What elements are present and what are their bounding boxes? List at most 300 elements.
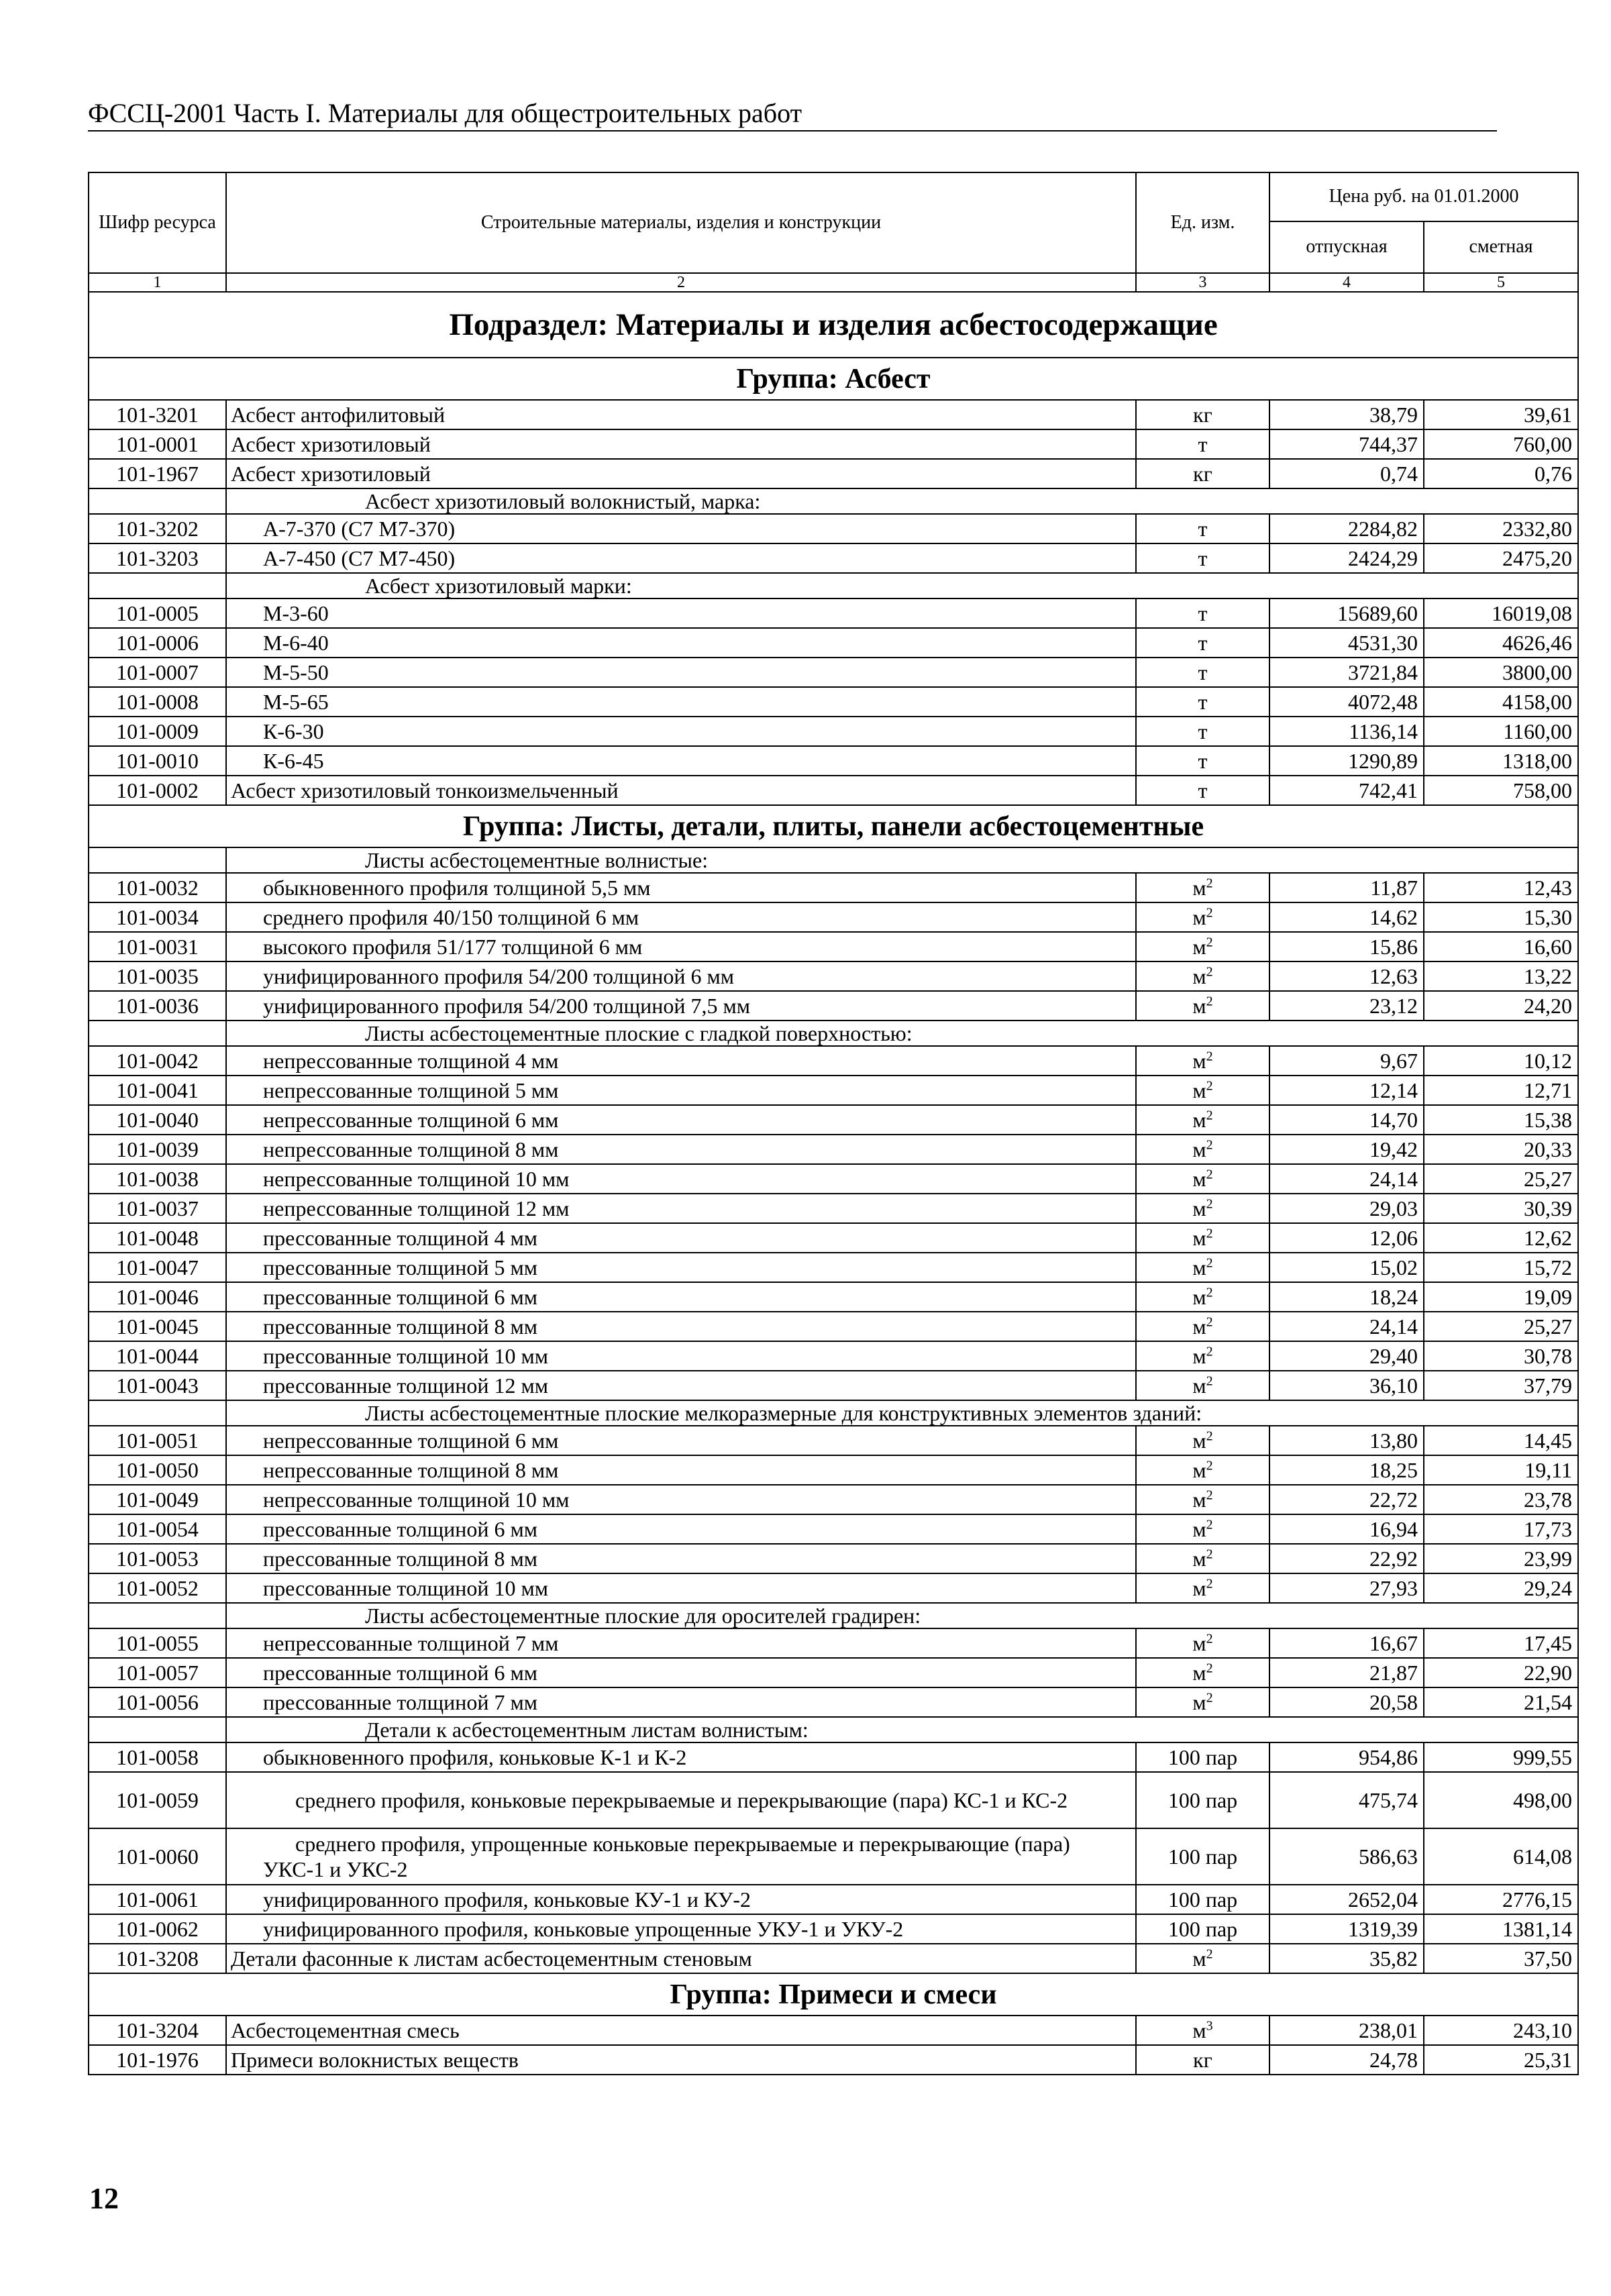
resource-code-text: 101-0060 — [116, 1844, 199, 1869]
resource-code-text: 101-0054 — [116, 1517, 199, 1541]
unit-of-measure-text: т — [1198, 517, 1208, 541]
estimate-price-text: 4626,46 — [1502, 631, 1573, 655]
release-price — [1269, 776, 1424, 805]
row-caption: Листы асбестоцементные волнистые: — [226, 847, 1578, 873]
table-row — [89, 1828, 1578, 1885]
resource-code — [89, 658, 226, 687]
resource-code-text: 101-0038 — [116, 1167, 199, 1191]
release-price-text: 22,92 — [1369, 1547, 1418, 1571]
resource-code — [89, 1135, 226, 1164]
estimate-price-text: 1381,14 — [1502, 1917, 1573, 1941]
estimate-price-text: 24,20 — [1524, 994, 1573, 1018]
release-price-text: 16,94 — [1369, 1517, 1418, 1541]
estimate-price — [1424, 1135, 1578, 1164]
table-row — [89, 1223, 1578, 1253]
estimate-price-text: 760,00 — [1513, 432, 1573, 456]
unit-of-measure-text: м — [1192, 935, 1206, 959]
table-row — [89, 776, 1578, 805]
unit-of-measure-text: м — [1192, 1078, 1206, 1102]
resource-code-text: 101-0053 — [116, 1547, 199, 1571]
release-price-text: 38,79 — [1369, 403, 1418, 427]
estimate-price-text: 25,31 — [1524, 2048, 1573, 2072]
unit-of-measure — [1136, 658, 1269, 687]
material-name-text: А-7-370 (С7 М7-370) — [263, 517, 456, 541]
resource-code-text: 101-0032 — [116, 876, 199, 900]
column-number: 2 — [226, 273, 1136, 292]
resource-code — [89, 514, 226, 543]
release-price-text: 2652,04 — [1348, 1887, 1418, 1912]
resource-code — [89, 902, 226, 932]
unit-exponent: 2 — [1206, 1344, 1213, 1359]
resource-code-text: 101-1967 — [116, 462, 199, 486]
material-name — [226, 932, 1136, 961]
material-name — [226, 1371, 1136, 1400]
release-price — [1269, 932, 1424, 961]
material-name — [226, 1885, 1136, 1914]
resource-code — [89, 598, 226, 628]
estimate-price — [1424, 991, 1578, 1021]
estimate-price-text: 19,11 — [1524, 1458, 1573, 1482]
unit-of-measure — [1136, 459, 1269, 488]
unit-of-measure-text: 100 пар — [1167, 1917, 1238, 1941]
material-name — [226, 1687, 1136, 1717]
resource-code — [89, 1046, 226, 1076]
unit-of-measure — [1136, 687, 1269, 717]
resource-code-text: 101-0034 — [116, 905, 199, 929]
unit-of-measure — [1136, 2016, 1269, 2045]
unit-of-measure-text: м — [1192, 1167, 1206, 1191]
material-name-text: непрессованные толщиной 10 мм — [263, 1488, 570, 1512]
resource-code-text: 101-0042 — [116, 1049, 199, 1073]
estimate-price-text: 23,99 — [1524, 1547, 1573, 1571]
estimate-price-text: 22,90 — [1524, 1661, 1573, 1685]
resource-code-text: 101-3202 — [116, 517, 199, 541]
release-price-text: 20,58 — [1369, 1690, 1418, 1714]
group-heading: Группа: Асбест — [89, 358, 1578, 400]
material-name — [226, 1223, 1136, 1253]
unit-of-measure-text: м — [1192, 1517, 1206, 1541]
release-price — [1269, 543, 1424, 573]
table-row — [89, 1371, 1578, 1400]
resource-code — [89, 1223, 226, 1253]
resource-code — [89, 459, 226, 488]
unit-of-measure-text: м — [1192, 964, 1206, 988]
resource-code-text: 101-0040 — [116, 1108, 199, 1132]
resource-code — [89, 1105, 226, 1135]
release-price — [1269, 1772, 1424, 1828]
material-name — [226, 687, 1136, 717]
material-name-text: непрессованные толщиной 6 мм — [263, 1108, 559, 1132]
unit-of-measure — [1136, 429, 1269, 459]
estimate-price — [1424, 1046, 1578, 1076]
resource-code-text: 101-0049 — [116, 1488, 199, 1512]
row-caption: Листы асбестоцементные плоские мелкоразмерные для конструктивных элементов зданий: — [226, 1400, 1578, 1426]
row-caption: Асбест хризотиловый волокнистый, марка: — [226, 488, 1578, 514]
table-row — [89, 902, 1578, 932]
estimate-price-text: 30,39 — [1524, 1196, 1573, 1220]
release-price — [1269, 1455, 1424, 1485]
release-price-text: 1319,39 — [1348, 1917, 1418, 1941]
release-price-text: 22,72 — [1369, 1488, 1418, 1512]
material-name-text: унифицированного профиля 54/200 толщиной 7,5 мм — [263, 994, 751, 1018]
release-price — [1269, 1253, 1424, 1282]
estimate-price-text: 758,00 — [1513, 778, 1573, 802]
group-heading: Группа: Примеси и смеси — [89, 1973, 1578, 2016]
material-name — [226, 902, 1136, 932]
material-name — [226, 1514, 1136, 1544]
release-price-text: 27,93 — [1369, 1576, 1418, 1600]
table-row — [89, 1514, 1578, 1544]
release-price-text: 954,86 — [1359, 1745, 1418, 1769]
release-price — [1269, 1426, 1424, 1455]
resource-code — [89, 1164, 226, 1194]
material-name — [226, 1544, 1136, 1573]
material-name-text: непрессованные толщиной 12 мм — [263, 1196, 570, 1220]
material-name-text: прессованные толщиной 10 мм — [263, 1576, 548, 1600]
estimate-price-text: 498,00 — [1513, 1788, 1573, 1812]
release-price-text: 14,62 — [1369, 905, 1418, 929]
estimate-price — [1424, 1742, 1578, 1772]
unit-of-measure — [1136, 776, 1269, 805]
estimate-price — [1424, 1253, 1578, 1282]
resource-code-text: 101-0031 — [116, 935, 199, 959]
resource-code — [89, 1371, 226, 1400]
material-name-text: К-6-45 — [263, 749, 324, 773]
table-row — [89, 1628, 1578, 1658]
release-price — [1269, 1194, 1424, 1223]
estimate-price — [1424, 717, 1578, 746]
resource-code-text: 101-0008 — [116, 690, 199, 714]
release-price — [1269, 1485, 1424, 1514]
row-caption: Листы асбестоцементные плоские для оросителей градирен: — [226, 1603, 1578, 1628]
material-name — [226, 2016, 1136, 2045]
table-row — [89, 1076, 1578, 1105]
resource-code-text: 101-0059 — [116, 1788, 199, 1812]
release-price-text: 13,80 — [1369, 1428, 1418, 1453]
estimate-price-text: 2332,80 — [1502, 517, 1573, 541]
unit-of-measure-text: т — [1198, 778, 1208, 802]
unit-of-measure-text: м — [1192, 1049, 1206, 1073]
release-price-text: 14,70 — [1369, 1108, 1418, 1132]
unit-of-measure-text: м — [1192, 1661, 1206, 1685]
column-number: 5 — [1424, 273, 1578, 292]
release-price — [1269, 873, 1424, 902]
unit-of-measure-text: 100 пар — [1167, 1745, 1238, 1769]
estimate-price — [1424, 628, 1578, 658]
unit-of-measure-text: м — [1192, 1690, 1206, 1714]
table-row — [89, 1105, 1578, 1135]
release-price — [1269, 1046, 1424, 1076]
release-price-text: 238,01 — [1359, 2018, 1418, 2042]
table-row — [89, 1194, 1578, 1223]
material-name-text: унифицированного профиля, коньковые упрощенные УКУ-1 и УКУ-2 — [263, 1917, 904, 1941]
estimate-price — [1424, 1341, 1578, 1371]
col-header-name: Строительные материалы, изделия и конструкции — [226, 172, 1136, 273]
table-row — [89, 543, 1578, 573]
material-name — [226, 543, 1136, 573]
table-row — [89, 1485, 1578, 1514]
material-name-text: среднего профиля, коньковые перекрываемые и перекрывающие (пара) КС-1 и КС-2 — [295, 1788, 1068, 1812]
unit-of-measure-text: м — [1192, 1631, 1206, 1655]
material-name — [226, 1573, 1136, 1603]
estimate-price — [1424, 429, 1578, 459]
estimate-price-text: 15,38 — [1524, 1108, 1573, 1132]
material-name — [226, 1628, 1136, 1658]
table-row — [89, 1253, 1578, 1282]
unit-exponent: 2 — [1206, 1690, 1213, 1706]
unit-of-measure-text: м — [1192, 1576, 1206, 1600]
estimate-price-text: 39,61 — [1524, 403, 1573, 427]
material-name-text: среднего профиля, упрощенные коньковые перекрываемые и перекрывающие (пара) УКС-1 и УКС-2 — [263, 1832, 1070, 1881]
table-row — [89, 1687, 1578, 1717]
unit-of-measure-text: м — [1192, 1488, 1206, 1512]
unit-of-measure — [1136, 1944, 1269, 1973]
resource-code-text: 101-0048 — [116, 1226, 199, 1250]
estimate-price — [1424, 1885, 1578, 1914]
release-price — [1269, 717, 1424, 746]
unit-of-measure — [1136, 1885, 1269, 1914]
estimate-price-text: 25,27 — [1524, 1314, 1573, 1339]
material-name — [226, 1046, 1136, 1076]
release-price-text: 24,78 — [1369, 2048, 1418, 2072]
release-price-text: 16,67 — [1369, 1631, 1418, 1655]
material-name — [226, 1194, 1136, 1223]
release-price-text: 15689,60 — [1337, 601, 1418, 625]
estimate-price — [1424, 746, 1578, 776]
resource-code — [89, 628, 226, 658]
resource-code-text: 101-0005 — [116, 601, 199, 625]
unit-exponent: 2 — [1206, 1049, 1213, 1064]
release-price — [1269, 746, 1424, 776]
unit-of-measure — [1136, 932, 1269, 961]
release-price — [1269, 1687, 1424, 1717]
table-row — [89, 717, 1578, 746]
release-price — [1269, 1282, 1424, 1312]
resource-code-text: 101-0001 — [116, 432, 199, 456]
table-row — [89, 429, 1578, 459]
unit-of-measure-text: м — [1192, 905, 1206, 929]
table-row — [89, 1544, 1578, 1573]
material-name — [226, 429, 1136, 459]
material-name-text: Асбест хризотиловый — [231, 432, 431, 456]
release-price — [1269, 1914, 1424, 1944]
release-price-text: 2424,29 — [1348, 546, 1418, 570]
resource-code — [89, 1544, 226, 1573]
release-price-text: 19,42 — [1369, 1137, 1418, 1161]
release-price-text: 35,82 — [1369, 1946, 1418, 1971]
resource-code — [89, 1312, 226, 1341]
material-name — [226, 1105, 1136, 1135]
resource-code-text: 101-0043 — [116, 1373, 199, 1398]
resource-code-text: 101-0035 — [116, 964, 199, 988]
release-price-text: 24,14 — [1369, 1314, 1418, 1339]
price-table — [88, 172, 1579, 2075]
material-name-text: среднего профиля 40/150 толщиной 6 мм — [263, 905, 639, 929]
resource-code-text: 101-0037 — [116, 1196, 199, 1220]
release-price-text: 744,37 — [1359, 432, 1418, 456]
unit-of-measure — [1136, 1164, 1269, 1194]
unit-exponent: 2 — [1206, 1196, 1213, 1212]
release-price-text: 4531,30 — [1348, 631, 1418, 655]
release-price-text: 9,67 — [1380, 1049, 1418, 1073]
material-name-text: непрессованные толщиной 5 мм — [263, 1078, 559, 1102]
table-row — [89, 459, 1578, 488]
material-name — [226, 991, 1136, 1021]
estimate-price-text: 12,71 — [1524, 1078, 1573, 1102]
estimate-price-text: 37,50 — [1524, 1946, 1573, 1971]
material-name — [226, 1312, 1136, 1341]
release-price-text: 12,63 — [1369, 964, 1418, 988]
unit-of-measure — [1136, 1628, 1269, 1658]
column-number-row — [89, 273, 1578, 292]
material-name-text: прессованные толщиной 8 мм — [263, 1547, 537, 1571]
unit-of-measure — [1136, 1194, 1269, 1223]
resource-code-text: 101-0044 — [116, 1344, 199, 1368]
release-price — [1269, 1628, 1424, 1658]
estimate-price — [1424, 2045, 1578, 2075]
material-name-text: М-3-60 — [263, 601, 329, 625]
material-name — [226, 1485, 1136, 1514]
unit-exponent: 2 — [1206, 905, 1213, 921]
resource-code — [89, 746, 226, 776]
release-price-text: 29,03 — [1369, 1196, 1418, 1220]
material-name-text: М-5-65 — [263, 690, 329, 714]
table-row — [89, 1135, 1578, 1164]
unit-of-measure-text: т — [1198, 719, 1208, 743]
release-price — [1269, 1944, 1424, 1973]
unit-of-measure — [1136, 543, 1269, 573]
material-name — [226, 658, 1136, 687]
unit-of-measure-text: т — [1198, 432, 1208, 456]
resource-code-text: 101-0046 — [116, 1285, 199, 1309]
release-price-text: 15,02 — [1369, 1255, 1418, 1280]
release-price — [1269, 1341, 1424, 1371]
unit-of-measure — [1136, 873, 1269, 902]
release-price — [1269, 429, 1424, 459]
unit-exponent: 2 — [1206, 1488, 1213, 1503]
unit-of-measure-text: м — [1192, 876, 1206, 900]
estimate-price — [1424, 1076, 1578, 1105]
resource-code-text: 101-3204 — [116, 2018, 199, 2042]
estimate-price-text: 30,78 — [1524, 1344, 1573, 1368]
table-row — [89, 1046, 1578, 1076]
resource-code — [89, 961, 226, 991]
unit-exponent: 3 — [1206, 2018, 1213, 2034]
material-name — [226, 873, 1136, 902]
material-name-text: прессованные толщиной 10 мм — [263, 1344, 548, 1368]
unit-of-measure-text: м — [1192, 1285, 1206, 1309]
material-name-text: прессованные толщиной 7 мм — [263, 1690, 537, 1714]
table-row — [89, 1914, 1578, 1944]
release-price-text: 21,87 — [1369, 1661, 1418, 1685]
table-row — [89, 1341, 1578, 1371]
estimate-price — [1424, 902, 1578, 932]
material-name — [226, 598, 1136, 628]
estimate-price-text: 14,45 — [1524, 1428, 1573, 1453]
estimate-price-text: 13,22 — [1524, 964, 1573, 988]
unit-of-measure — [1136, 1135, 1269, 1164]
table-row — [89, 961, 1578, 991]
unit-of-measure-text: кг — [1193, 462, 1212, 486]
unit-of-measure-text: м — [1192, 1373, 1206, 1398]
unit-exponent: 2 — [1206, 1576, 1213, 1591]
table-row — [89, 687, 1578, 717]
subsection-heading: Подраздел: Материалы и изделия асбестосодержащие — [89, 292, 1578, 358]
resource-code — [89, 1514, 226, 1544]
estimate-price-text: 243,10 — [1513, 2018, 1573, 2042]
unit-of-measure — [1136, 1223, 1269, 1253]
resource-code-text: 101-3201 — [116, 403, 199, 427]
table-row — [89, 1944, 1578, 1973]
resource-code — [89, 1628, 226, 1658]
material-name-text: унифицированного профиля 54/200 толщиной 6 мм — [263, 964, 735, 988]
table-row — [89, 1885, 1578, 1914]
estimate-price-text: 16019,08 — [1492, 601, 1573, 625]
material-name — [226, 746, 1136, 776]
unit-of-measure — [1136, 1312, 1269, 1341]
resource-code-text: 101-0036 — [116, 994, 199, 1018]
resource-code-text: 101-0009 — [116, 719, 199, 743]
release-price-text: 12,14 — [1369, 1078, 1418, 1102]
unit-of-measure-text: т — [1198, 749, 1208, 773]
unit-of-measure-text: м — [1192, 1547, 1206, 1571]
table-row — [89, 598, 1578, 628]
release-price — [1269, 598, 1424, 628]
estimate-price-text: 21,54 — [1524, 1690, 1573, 1714]
resource-code-text: 101-0047 — [116, 1255, 199, 1280]
resource-code — [89, 1282, 226, 1312]
estimate-price — [1424, 1194, 1578, 1223]
estimate-price-text: 12,43 — [1524, 876, 1573, 900]
unit-of-measure — [1136, 991, 1269, 1021]
unit-of-measure-text: кг — [1193, 2048, 1212, 2072]
unit-of-measure — [1136, 1687, 1269, 1717]
material-name-text: прессованные толщиной 6 мм — [263, 1285, 537, 1309]
resource-code-text: 101-0007 — [116, 660, 199, 684]
material-name-text: М-5-50 — [263, 660, 329, 684]
estimate-price — [1424, 1514, 1578, 1544]
release-price-text: 11,87 — [1370, 876, 1418, 900]
unit-exponent: 2 — [1206, 1137, 1213, 1153]
release-price-text: 18,24 — [1369, 1285, 1418, 1309]
estimate-price — [1424, 1828, 1578, 1885]
resource-code-text: 101-0010 — [116, 749, 199, 773]
resource-code — [89, 1455, 226, 1485]
release-price — [1269, 628, 1424, 658]
resource-code — [89, 400, 226, 429]
release-price — [1269, 2045, 1424, 2075]
table-row — [89, 1772, 1578, 1828]
material-name-text: К-6-30 — [263, 719, 324, 743]
column-number: 4 — [1269, 273, 1424, 292]
unit-of-measure-text: м — [1192, 1344, 1206, 1368]
estimate-price — [1424, 459, 1578, 488]
unit-of-measure-text: м — [1192, 1946, 1206, 1971]
unit-of-measure-text: 100 пар — [1167, 1887, 1238, 1912]
unit-exponent: 2 — [1206, 1167, 1213, 1182]
estimate-price-text: 17,73 — [1524, 1517, 1573, 1541]
unit-exponent: 2 — [1206, 1078, 1213, 1094]
release-price — [1269, 1658, 1424, 1687]
unit-of-measure-text: м — [1192, 1108, 1206, 1132]
estimate-price — [1424, 1573, 1578, 1603]
release-price — [1269, 2016, 1424, 2045]
unit-of-measure — [1136, 1828, 1269, 1885]
estimate-price-text: 3800,00 — [1502, 660, 1573, 684]
resource-code — [89, 1742, 226, 1772]
table-row — [89, 628, 1578, 658]
unit-exponent: 2 — [1206, 1458, 1213, 1473]
